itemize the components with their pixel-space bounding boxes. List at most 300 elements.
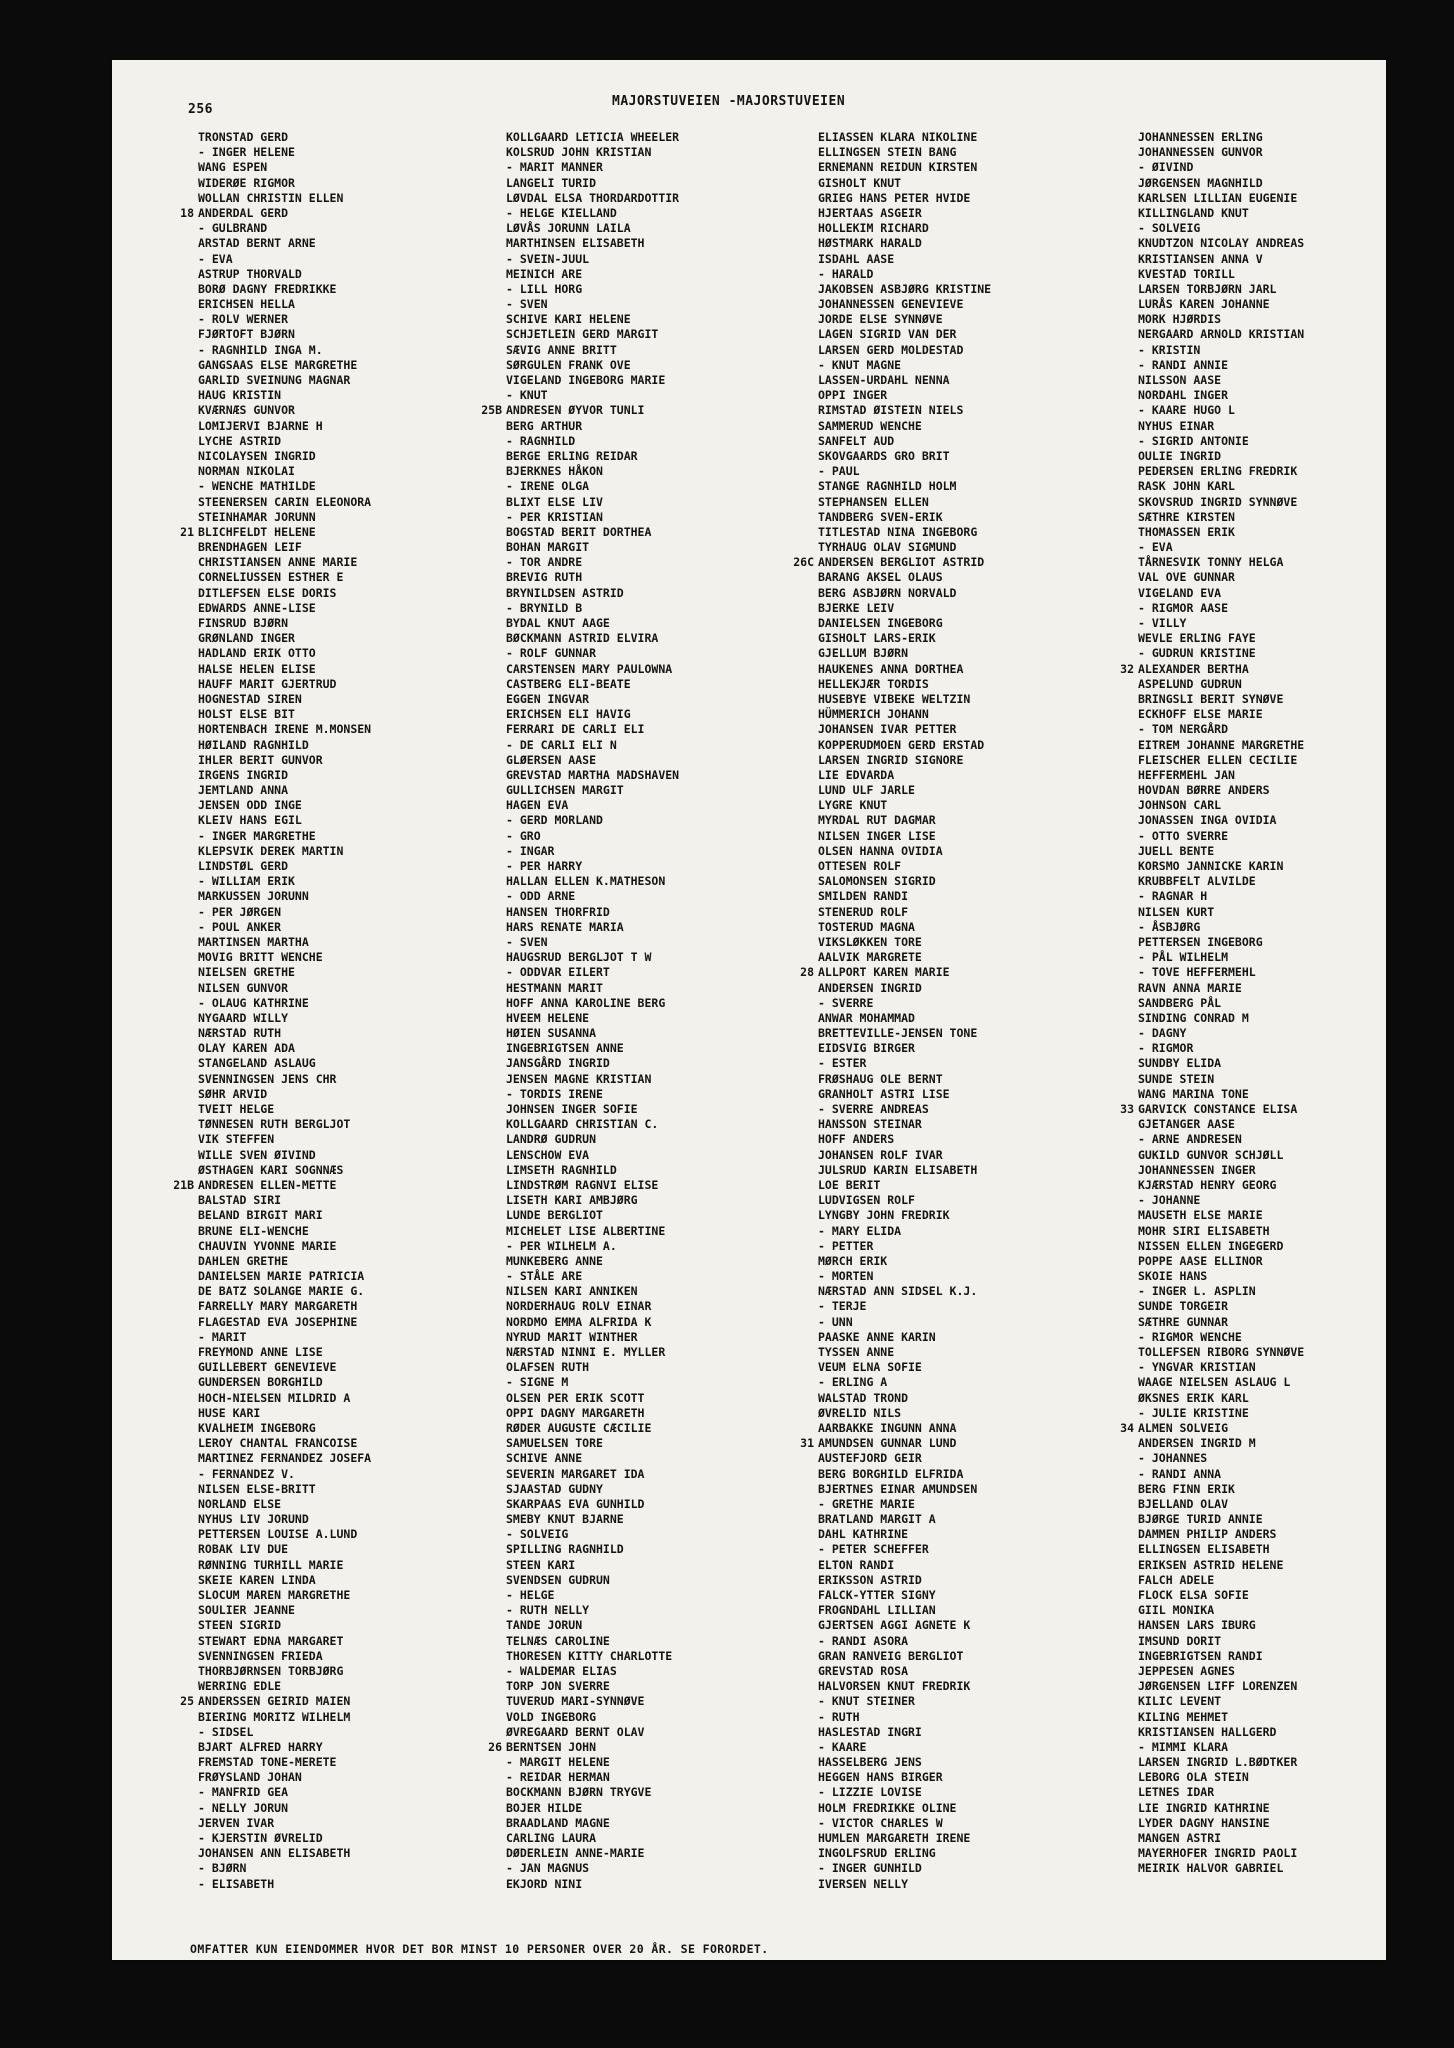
resident-name: NYHUS EINAR [1138, 418, 1215, 433]
resident-entry [818, 1132, 1108, 1147]
resident-name: - SIDSEL [198, 1724, 254, 1739]
resident-name: JØRGENSEN MAGNHILD [1138, 175, 1263, 190]
resident-entry [198, 1148, 488, 1163]
resident-entry [1138, 358, 1428, 373]
resident-entry [818, 1011, 1108, 1026]
resident-name: BJØRGE TURID ANNIE [1138, 1512, 1263, 1527]
resident-name: ELLINGSEN ELISABETH [1138, 1542, 1270, 1557]
resident-entry [180, 524, 488, 540]
resident-entry [198, 935, 488, 950]
resident-name: GJERTSEN AGGI AGNETE K [818, 1618, 971, 1633]
resident-entry [818, 525, 1108, 540]
resident-entry [506, 343, 796, 358]
resident-name: SANDBERG PÅL [1138, 995, 1222, 1010]
resident-name: CASTBERG ELI-BEATE [506, 676, 631, 691]
resident-entry [818, 388, 1108, 403]
resident-name: - KAARE [818, 1739, 867, 1754]
resident-entry [506, 1801, 796, 1816]
resident-entry [506, 844, 796, 859]
resident-entry [198, 1710, 488, 1725]
resident-name: LYCHE ASTRID [198, 433, 282, 448]
resident-entry [506, 1011, 796, 1026]
resident-entry [1138, 616, 1428, 631]
resident-name: KILIC LEVENT [1138, 1694, 1222, 1709]
resident-name: HOVDAN BØRRE ANDERS [1138, 783, 1270, 798]
resident-name: - LIZZIE LOVISE [818, 1785, 922, 1800]
resident-name: - SVEN [506, 297, 548, 312]
resident-name: FRØSHAUG OLE BERNT [818, 1071, 943, 1086]
resident-name: TVEIT HELGE [198, 1102, 275, 1116]
resident-name: TYRHAUG OLAV SIGMUND [818, 540, 957, 555]
resident-name: VAL OVE GUNNAR [1138, 570, 1235, 585]
resident-entry [198, 1117, 488, 1132]
resident-name: BØCKMANN ASTRID ELVIRA [506, 631, 659, 646]
resident-entry [198, 1284, 488, 1299]
resident-entry [1138, 1467, 1428, 1482]
resident-entry [506, 1284, 796, 1299]
resident-entry [506, 1527, 796, 1542]
resident-name: BELAND BIRGIT MARI [198, 1208, 323, 1223]
resident-entry [1138, 1770, 1428, 1785]
resident-name: SLOCUM MAREN MARGRETHE [198, 1588, 351, 1602]
resident-name: - JOHANNES [1138, 1451, 1208, 1466]
resident-name: THORESEN KITTY CHARLOTTE [506, 1648, 673, 1663]
column-1 [173, 130, 488, 1892]
resident-name: MAYERHOFER INGRID PAOLI [1138, 1846, 1298, 1861]
resident-entry [506, 1315, 796, 1330]
resident-entry [506, 1603, 796, 1618]
resident-entry [506, 965, 796, 980]
resident-entry [818, 631, 1108, 646]
resident-entry [506, 1360, 796, 1375]
resident-name: - TERJE [818, 1299, 867, 1314]
resident-entry [1138, 1694, 1428, 1709]
resident-entry [506, 1132, 796, 1147]
resident-name: NISSEN ELLEN INGEGERD [1138, 1238, 1284, 1253]
resident-name: - GRO [506, 828, 541, 843]
resident-name: NORDERHAUG ROLV EINAR [506, 1299, 652, 1314]
resident-name: - WALDEMAR ELIAS [506, 1663, 617, 1678]
resident-name: STEWART EDNA MARGARET [198, 1633, 344, 1648]
resident-entry [818, 753, 1108, 768]
resident-name: JEPPESEN AGNES [1138, 1663, 1235, 1678]
resident-name: ERICHSEN ELI HAVIG [506, 707, 631, 722]
resident-name: - HARALD [818, 266, 874, 281]
resident-entry [1138, 160, 1428, 175]
resident-entry [198, 373, 488, 388]
resident-entry [818, 1178, 1108, 1193]
resident-name: - SVERRE ANDREAS [818, 1102, 929, 1116]
resident-entry [1138, 859, 1428, 874]
resident-entry [506, 1664, 796, 1679]
resident-entry [1138, 1072, 1428, 1087]
resident-name: GJETANGER AASE [1138, 1117, 1235, 1132]
house-number: 21B [173, 1177, 194, 1192]
resident-name: - MIMMI KLARA [1138, 1739, 1229, 1754]
resident-entry [198, 419, 488, 434]
resident-entry [506, 1193, 796, 1208]
resident-entry [198, 1254, 488, 1269]
resident-entry [818, 176, 1108, 191]
resident-entry [818, 1315, 1108, 1330]
resident-entry [1138, 646, 1428, 661]
resident-name: - KAARE HUGO L [1138, 403, 1235, 418]
resident-entry [818, 1345, 1108, 1360]
resident-name: HANSEN LARS IBURG [1138, 1618, 1256, 1633]
resident-name: BORØ DAGNY FREDRIKKE [198, 281, 337, 296]
resident-name: BYDAL KNUT AAGE [506, 616, 610, 630]
resident-name: POPPE AASE ELLINOR [1138, 1253, 1263, 1268]
resident-name: - RUTH [818, 1709, 860, 1724]
resident-name: BERNTSEN JOHN [506, 1739, 597, 1754]
resident-name: THOMASSEN ERIK [1138, 524, 1235, 539]
resident-entry [818, 707, 1108, 722]
resident-entry [198, 327, 488, 342]
resident-entry [198, 267, 488, 282]
resident-entry [1138, 1330, 1428, 1345]
resident-entry [198, 768, 488, 783]
resident-entry [198, 1026, 488, 1041]
resident-name: - TOR ANDRE [506, 555, 583, 570]
resident-entry [506, 1299, 796, 1314]
resident-name: VOLD INGEBORG [506, 1709, 597, 1724]
resident-entry [506, 1877, 796, 1892]
resident-name: JOHANNESSEN ERLING [1138, 130, 1263, 144]
resident-entry [198, 1542, 488, 1557]
resident-entry [198, 1861, 488, 1876]
resident-entry [198, 1072, 488, 1087]
resident-name: - MORTEN [818, 1269, 874, 1284]
resident-entry [818, 221, 1108, 236]
resident-name: NILSSON AASE [1138, 373, 1222, 387]
resident-name: NYRUD MARIT WINTHER [506, 1329, 638, 1344]
resident-entry [506, 1148, 796, 1163]
resident-name: SKARPAAS EVA GUNHILD [506, 1496, 645, 1511]
resident-entry [506, 692, 796, 707]
resident-name: - MARIT [198, 1329, 247, 1344]
resident-name: JUELL BENTE [1138, 843, 1215, 858]
resident-name: FROGNDAHL LILLIAN [818, 1603, 936, 1618]
resident-entry [1138, 403, 1428, 418]
resident-entry [506, 783, 796, 798]
resident-name: HEFFERMEHL JAN [1138, 767, 1235, 782]
resident-name: LØVDAL ELSA THORDARDOTTIR [506, 190, 680, 205]
resident-name: - ODD ARNE [506, 889, 576, 904]
resident-entry [506, 631, 796, 646]
resident-name: GLØERSEN AASE [506, 752, 597, 767]
resident-entry [818, 1785, 1108, 1800]
resident-name: NÆRSTAD ANN SIDSEL K.J. [818, 1284, 978, 1299]
resident-entry [818, 1330, 1108, 1345]
resident-name: LANDRØ GUDRUN [506, 1132, 597, 1147]
resident-name: - SOLVEIG [506, 1527, 569, 1542]
resident-entry [198, 1846, 488, 1861]
resident-entry [198, 297, 488, 312]
resident-entry [506, 1391, 796, 1406]
resident-entry [198, 388, 488, 403]
resident-entry [1138, 1618, 1428, 1633]
resident-entry [818, 1482, 1108, 1497]
resident-entry [1138, 1649, 1428, 1664]
resident-name: BLIXT ELSE LIV [506, 494, 603, 509]
resident-entry [1120, 661, 1428, 677]
resident-entry [818, 419, 1108, 434]
resident-name: ALMEN SOLVEIG [1138, 1420, 1229, 1435]
resident-entry [198, 1801, 488, 1816]
resident-name: JONASSEN INGA OVIDIA [1138, 813, 1277, 828]
resident-name: - RANDI ANNIE [1138, 357, 1229, 372]
resident-entry [198, 1315, 488, 1330]
resident-entry [506, 1573, 796, 1588]
resident-name: MOHR SIRI ELISABETH [1138, 1223, 1270, 1238]
resident-name: - OLAUG KATHRINE [198, 995, 309, 1010]
resident-name: DITLEFSEN ELSE DORIS [198, 585, 337, 600]
resident-entry [818, 191, 1108, 206]
resident-entry [198, 176, 488, 191]
resident-name: - PER JØRGEN [198, 904, 282, 919]
resident-entry [818, 1102, 1108, 1117]
footer-note: OMFATTER KUN EIENDOMMER HVOR DET BOR MINST 10 PERSONER OVER 20 ÅR. SE FORORDET. [190, 1942, 769, 1956]
resident-entry [198, 464, 488, 479]
resident-entry [198, 1193, 488, 1208]
resident-entry [198, 631, 488, 646]
resident-entry [818, 1224, 1108, 1239]
resident-entry [1138, 1861, 1428, 1876]
resident-name: - ELISABETH [198, 1876, 275, 1891]
resident-entry [818, 1391, 1108, 1406]
resident-name: JOHANSEN ROLF IVAR [818, 1147, 943, 1162]
resident-name: WALSTAD TROND [818, 1390, 909, 1405]
resident-name: - MARGIT HELENE [506, 1755, 610, 1770]
resident-entry [198, 1299, 488, 1314]
resident-name: SEVERIN MARGARET IDA [506, 1466, 645, 1481]
resident-name: GULLICHSEN MARGIT [506, 783, 624, 798]
resident-entry [198, 160, 488, 175]
resident-entry [506, 1406, 796, 1421]
resident-entry [1138, 935, 1428, 950]
resident-entry [1138, 1725, 1428, 1740]
resident-name: INGEBRIGTSEN RANDI [1138, 1648, 1263, 1663]
resident-name: DANIELSEN INGEBORG [818, 616, 943, 630]
resident-name: GANGSAAS ELSE MARGRETHE [198, 357, 358, 372]
resident-entry [1138, 1542, 1428, 1557]
resident-entry [198, 1573, 488, 1588]
resident-name: NICOLAYSEN INGRID [198, 448, 316, 463]
resident-name: JOHNSON CARL [1138, 798, 1222, 813]
column-3 [793, 130, 1108, 1892]
resident-entry [506, 662, 796, 677]
resident-name: - BJØRN [198, 1861, 247, 1876]
resident-entry [506, 1178, 796, 1193]
resident-entry [506, 1269, 796, 1284]
resident-name: ALEXANDER BERTHA [1138, 661, 1249, 676]
resident-entry [1138, 1269, 1428, 1284]
resident-entry [818, 1072, 1108, 1087]
resident-name: - TOVE HEFFERMEHL [1138, 965, 1256, 980]
resident-entry [818, 206, 1108, 221]
resident-name: NYGAARD WILLY [198, 1010, 289, 1025]
resident-name: BERG FINN ERIK [1138, 1481, 1235, 1496]
resident-entry [506, 1710, 796, 1725]
resident-entry [818, 844, 1108, 859]
resident-entry [1138, 252, 1428, 267]
resident-entry [506, 874, 796, 889]
resident-name: RIMSTAD ØISTEIN NIELS [818, 403, 964, 418]
resident-entry [198, 434, 488, 449]
resident-name: - PETTER [818, 1238, 874, 1253]
resident-name: GARVICK CONSTANCE ELISA [1138, 1102, 1298, 1116]
resident-entry [818, 297, 1108, 312]
resident-entry [506, 1451, 796, 1466]
resident-name: HOLST ELSE BIT [198, 707, 295, 722]
resident-entry [506, 1725, 796, 1740]
resident-entry [1138, 950, 1428, 965]
resident-entry [198, 1558, 488, 1573]
resident-name: ERICHSEN HELLA [198, 297, 295, 312]
resident-entry [818, 267, 1108, 282]
resident-entry [1138, 1345, 1428, 1360]
resident-name: OPPI DAGNY MARGARETH [506, 1405, 645, 1420]
resident-entry [198, 236, 488, 251]
resident-name: HJERTAAS ASGEIR [818, 205, 922, 220]
resident-name: - RANDI ASORA [818, 1633, 909, 1648]
resident-name: EDWARDS ANNE-LISE [198, 600, 316, 615]
resident-name: - PER KRISTIAN [506, 509, 603, 524]
resident-name: LYDER DAGNY HANSINE [1138, 1815, 1270, 1830]
resident-name: SUNDE TORGEIR [1138, 1299, 1229, 1314]
resident-entry [506, 206, 796, 221]
resident-entry [198, 1755, 488, 1770]
resident-entry [481, 403, 796, 418]
resident-name: JORDE ELSE SYNNØVE [818, 312, 943, 327]
resident-name: - NELLY JORUN [198, 1800, 289, 1815]
resident-name: - HELGE [506, 1588, 555, 1602]
resident-entry [1138, 1831, 1428, 1846]
resident-name: LEROY CHANTAL FRANCOISE [198, 1436, 358, 1451]
resident-entry [1138, 905, 1428, 920]
resident-name: - PER WILHELM A. [506, 1238, 617, 1253]
resident-name: SMILDEN RANDI [818, 889, 909, 904]
resident-name: - JAN MAGNUS [506, 1861, 590, 1876]
resident-name: JEMTLAND ANNA [198, 783, 289, 798]
resident-entry [506, 616, 796, 631]
resident-name: OLAY KAREN ADA [198, 1041, 295, 1056]
resident-entry [506, 555, 796, 570]
resident-entry [818, 570, 1108, 585]
resident-name: KLEIV HANS EGIL [198, 813, 302, 828]
resident-entry [506, 829, 796, 844]
resident-entry [506, 1330, 796, 1345]
resident-name: WILLE SVEN ØIVIND [198, 1147, 316, 1162]
resident-name: CARLING LAURA [506, 1831, 597, 1845]
resident-entry [506, 1102, 796, 1117]
resident-entry [818, 1148, 1108, 1163]
resident-name: - RAGNHILD [506, 433, 576, 448]
resident-name: - JOHANNE [1138, 1193, 1201, 1208]
resident-name: FLOCK ELSA SOFIE [1138, 1588, 1249, 1602]
resident-entry [818, 236, 1108, 251]
resident-entry [506, 1649, 796, 1664]
resident-name: TOLLEFSEN RIBORG SYNNØVE [1138, 1345, 1305, 1359]
resident-entry [1138, 981, 1428, 996]
resident-entry [1138, 1375, 1428, 1390]
resident-name: - GERD MORLAND [506, 813, 603, 828]
resident-name: BERG ARTHUR [506, 418, 583, 433]
resident-entry [1138, 1193, 1428, 1208]
resident-name: HORTENBACH IRENE M.MONSEN [198, 722, 372, 737]
resident-name: GREVSTAD MARTHA MADSHAVEN [506, 767, 680, 782]
resident-entry [818, 1573, 1108, 1588]
resident-name: - EVA [1138, 540, 1173, 555]
resident-name: VIK STEFFEN [198, 1132, 275, 1147]
resident-name: LEBORG OLA STEIN [1138, 1770, 1249, 1785]
resident-entry [198, 1725, 488, 1740]
resident-name: PETTERSEN LOUISE A.LUND [198, 1527, 358, 1542]
resident-entry [198, 1482, 488, 1497]
resident-name: - VILLY [1138, 616, 1187, 630]
resident-name: FALCK-YTTER SIGNY [818, 1588, 936, 1602]
resident-entry [506, 327, 796, 342]
resident-name: HESTMANN MARIT [506, 980, 603, 995]
resident-entry [1138, 1178, 1428, 1193]
resident-entry [506, 510, 796, 525]
house-number: 25B [481, 403, 502, 418]
resident-entry [1138, 1239, 1428, 1254]
resident-name: GISHOLT KNUT [818, 175, 902, 190]
resident-entry [198, 1345, 488, 1360]
resident-name: BRATLAND MARGIT A [818, 1512, 936, 1527]
resident-name: - INGER GUNHILD [818, 1861, 922, 1876]
resident-name: JAKOBSEN ASBJØRG KRISTINE [818, 281, 992, 296]
resident-entry [198, 738, 488, 753]
resident-name: WIDERØE RIGMOR [198, 175, 295, 190]
resident-entry [818, 601, 1108, 616]
resident-name: - INGER L. ASPLIN [1138, 1284, 1256, 1299]
resident-entry [198, 510, 488, 525]
resident-name: DANIELSEN MARIE PATRICIA [198, 1269, 365, 1284]
resident-entry [818, 1421, 1108, 1436]
resident-entry [818, 282, 1108, 297]
resident-entry [1138, 176, 1428, 191]
resident-name: BJERKE LEIV [818, 600, 895, 615]
resident-name: HUSEBYE VIBEKE WELTZIN [818, 691, 971, 706]
resident-name: HALSE HELEN ELISE [198, 661, 316, 676]
resident-name: HALLAN ELLEN K.MATHESON [506, 874, 666, 889]
resident-entry [506, 312, 796, 327]
resident-name: CHAUVIN YVONNE MARIE [198, 1238, 337, 1253]
resident-name: TØNNESEN RUTH BERGLJOT [198, 1117, 351, 1132]
resident-entry [1138, 1710, 1428, 1725]
resident-entry [818, 905, 1108, 920]
resident-name: - WILLIAM ERIK [198, 874, 295, 889]
resident-name: JENSEN ODD INGE [198, 798, 302, 813]
resident-entry [1138, 1846, 1428, 1861]
resident-entry [818, 1755, 1108, 1770]
resident-name: KVÆRNÆS GUNVOR [198, 403, 295, 418]
resident-entry [506, 252, 796, 267]
resident-entry [818, 1770, 1108, 1785]
resident-entry [506, 145, 796, 160]
resident-entry [1138, 783, 1428, 798]
resident-entry [506, 950, 796, 965]
resident-name: BALSTAD SIRI [198, 1193, 282, 1208]
resident-entry [1138, 282, 1428, 297]
resident-entry [818, 449, 1108, 464]
resident-entry [1138, 1603, 1428, 1618]
resident-entry [198, 829, 488, 844]
resident-entry [198, 252, 488, 267]
resident-name: - JULIE KRISTINE [1138, 1405, 1249, 1420]
